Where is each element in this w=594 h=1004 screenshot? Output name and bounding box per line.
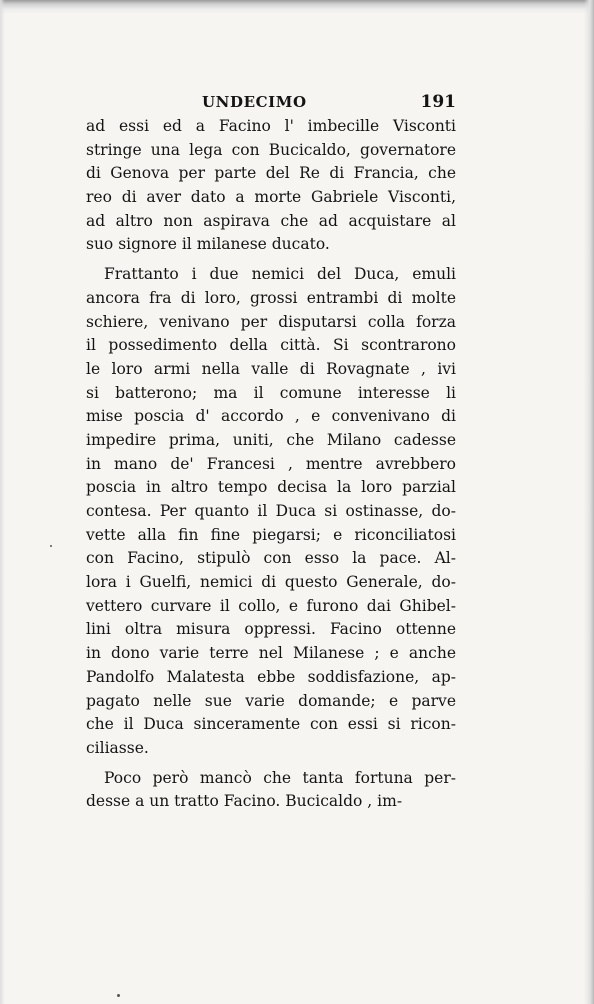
text-line: di Genova per parte del Re di Francia, che bbox=[86, 164, 456, 183]
text-line: poscia in altro tempo decisa la loro parzial bbox=[86, 478, 456, 497]
text-line: lini oltra misura oppressi. Facino ottenne bbox=[86, 620, 456, 639]
text-line: vette alla fin fine piegarsi; e riconciliatosi bbox=[86, 525, 456, 544]
page-header bbox=[86, 93, 456, 115]
text-line: il possedimento della città. Si scontrarono bbox=[86, 336, 456, 355]
book-page bbox=[86, 93, 456, 814]
text-line: in dono varie terre nel Milanese ; e anche bbox=[86, 644, 456, 663]
running-title: UNDECIMO bbox=[202, 93, 307, 111]
text-line: reo di aver dato a morte Gabriele Visconti, bbox=[86, 188, 456, 207]
text-line: Frattanto i due nemici del Duca, emuli bbox=[104, 265, 456, 284]
text-line: Pandolfo Malatesta ebbe soddisfazione, ap- bbox=[86, 667, 456, 686]
text-line: ancora fra di loro, grossi entrambi di molte bbox=[86, 288, 456, 307]
text-line: vettero curvare il collo, e furono dai Ghibel- bbox=[86, 596, 456, 615]
text-line: pagato nelle sue varie domande; e parve bbox=[86, 691, 456, 710]
paragraph bbox=[86, 767, 456, 814]
text-line: ad altro non aspirava che ad acquistare al bbox=[86, 211, 456, 230]
text-line: Poco però mancò che tanta fortuna per- bbox=[104, 768, 456, 787]
text-line: le loro armi nella valle di Rovagnate , ivi bbox=[86, 359, 456, 378]
text-line: ad essi ed a Facino l' imbecille Visconti bbox=[86, 117, 456, 135]
scan-speck bbox=[50, 545, 52, 547]
text-line: impedire prima, uniti, che Milano cadesse bbox=[86, 430, 456, 449]
text-line: ciliasse. bbox=[86, 738, 149, 757]
text-line: con Facino, stipulò con esso la pace. Al- bbox=[86, 549, 456, 568]
text-line: contesa. Per quanto il Duca si ostinasse, do- bbox=[86, 502, 456, 520]
scan-edge-top bbox=[0, 0, 594, 14]
text-line: desse a un tratto Facino. Bucicaldo , im- bbox=[86, 792, 403, 811]
scan-edge-right bbox=[584, 0, 594, 1004]
text-line: stringe una lega con Bucicaldo, governatore bbox=[86, 140, 456, 159]
scan-speck bbox=[117, 994, 120, 997]
body-text bbox=[86, 115, 456, 814]
text-line: in mano de' Francesi , mentre avrebbero bbox=[86, 454, 456, 473]
page-number: 191 bbox=[420, 92, 456, 112]
text-line: mise poscia d' accordo , e convenivano di bbox=[86, 407, 456, 426]
paragraph bbox=[86, 115, 456, 257]
paragraph bbox=[86, 263, 456, 760]
text-line: suo signore il milanese ducato. bbox=[86, 235, 330, 254]
scan-edge-left bbox=[0, 0, 5, 1004]
text-line: lora i Guelfi, nemici di questo Generale, do- bbox=[86, 573, 456, 592]
text-line: si batterono; ma il comune interesse li bbox=[86, 383, 456, 402]
text-line: che il Duca sinceramente con essi si ricon- bbox=[86, 715, 456, 734]
text-line: schiere, venivano per disputarsi colla forza bbox=[86, 312, 456, 331]
